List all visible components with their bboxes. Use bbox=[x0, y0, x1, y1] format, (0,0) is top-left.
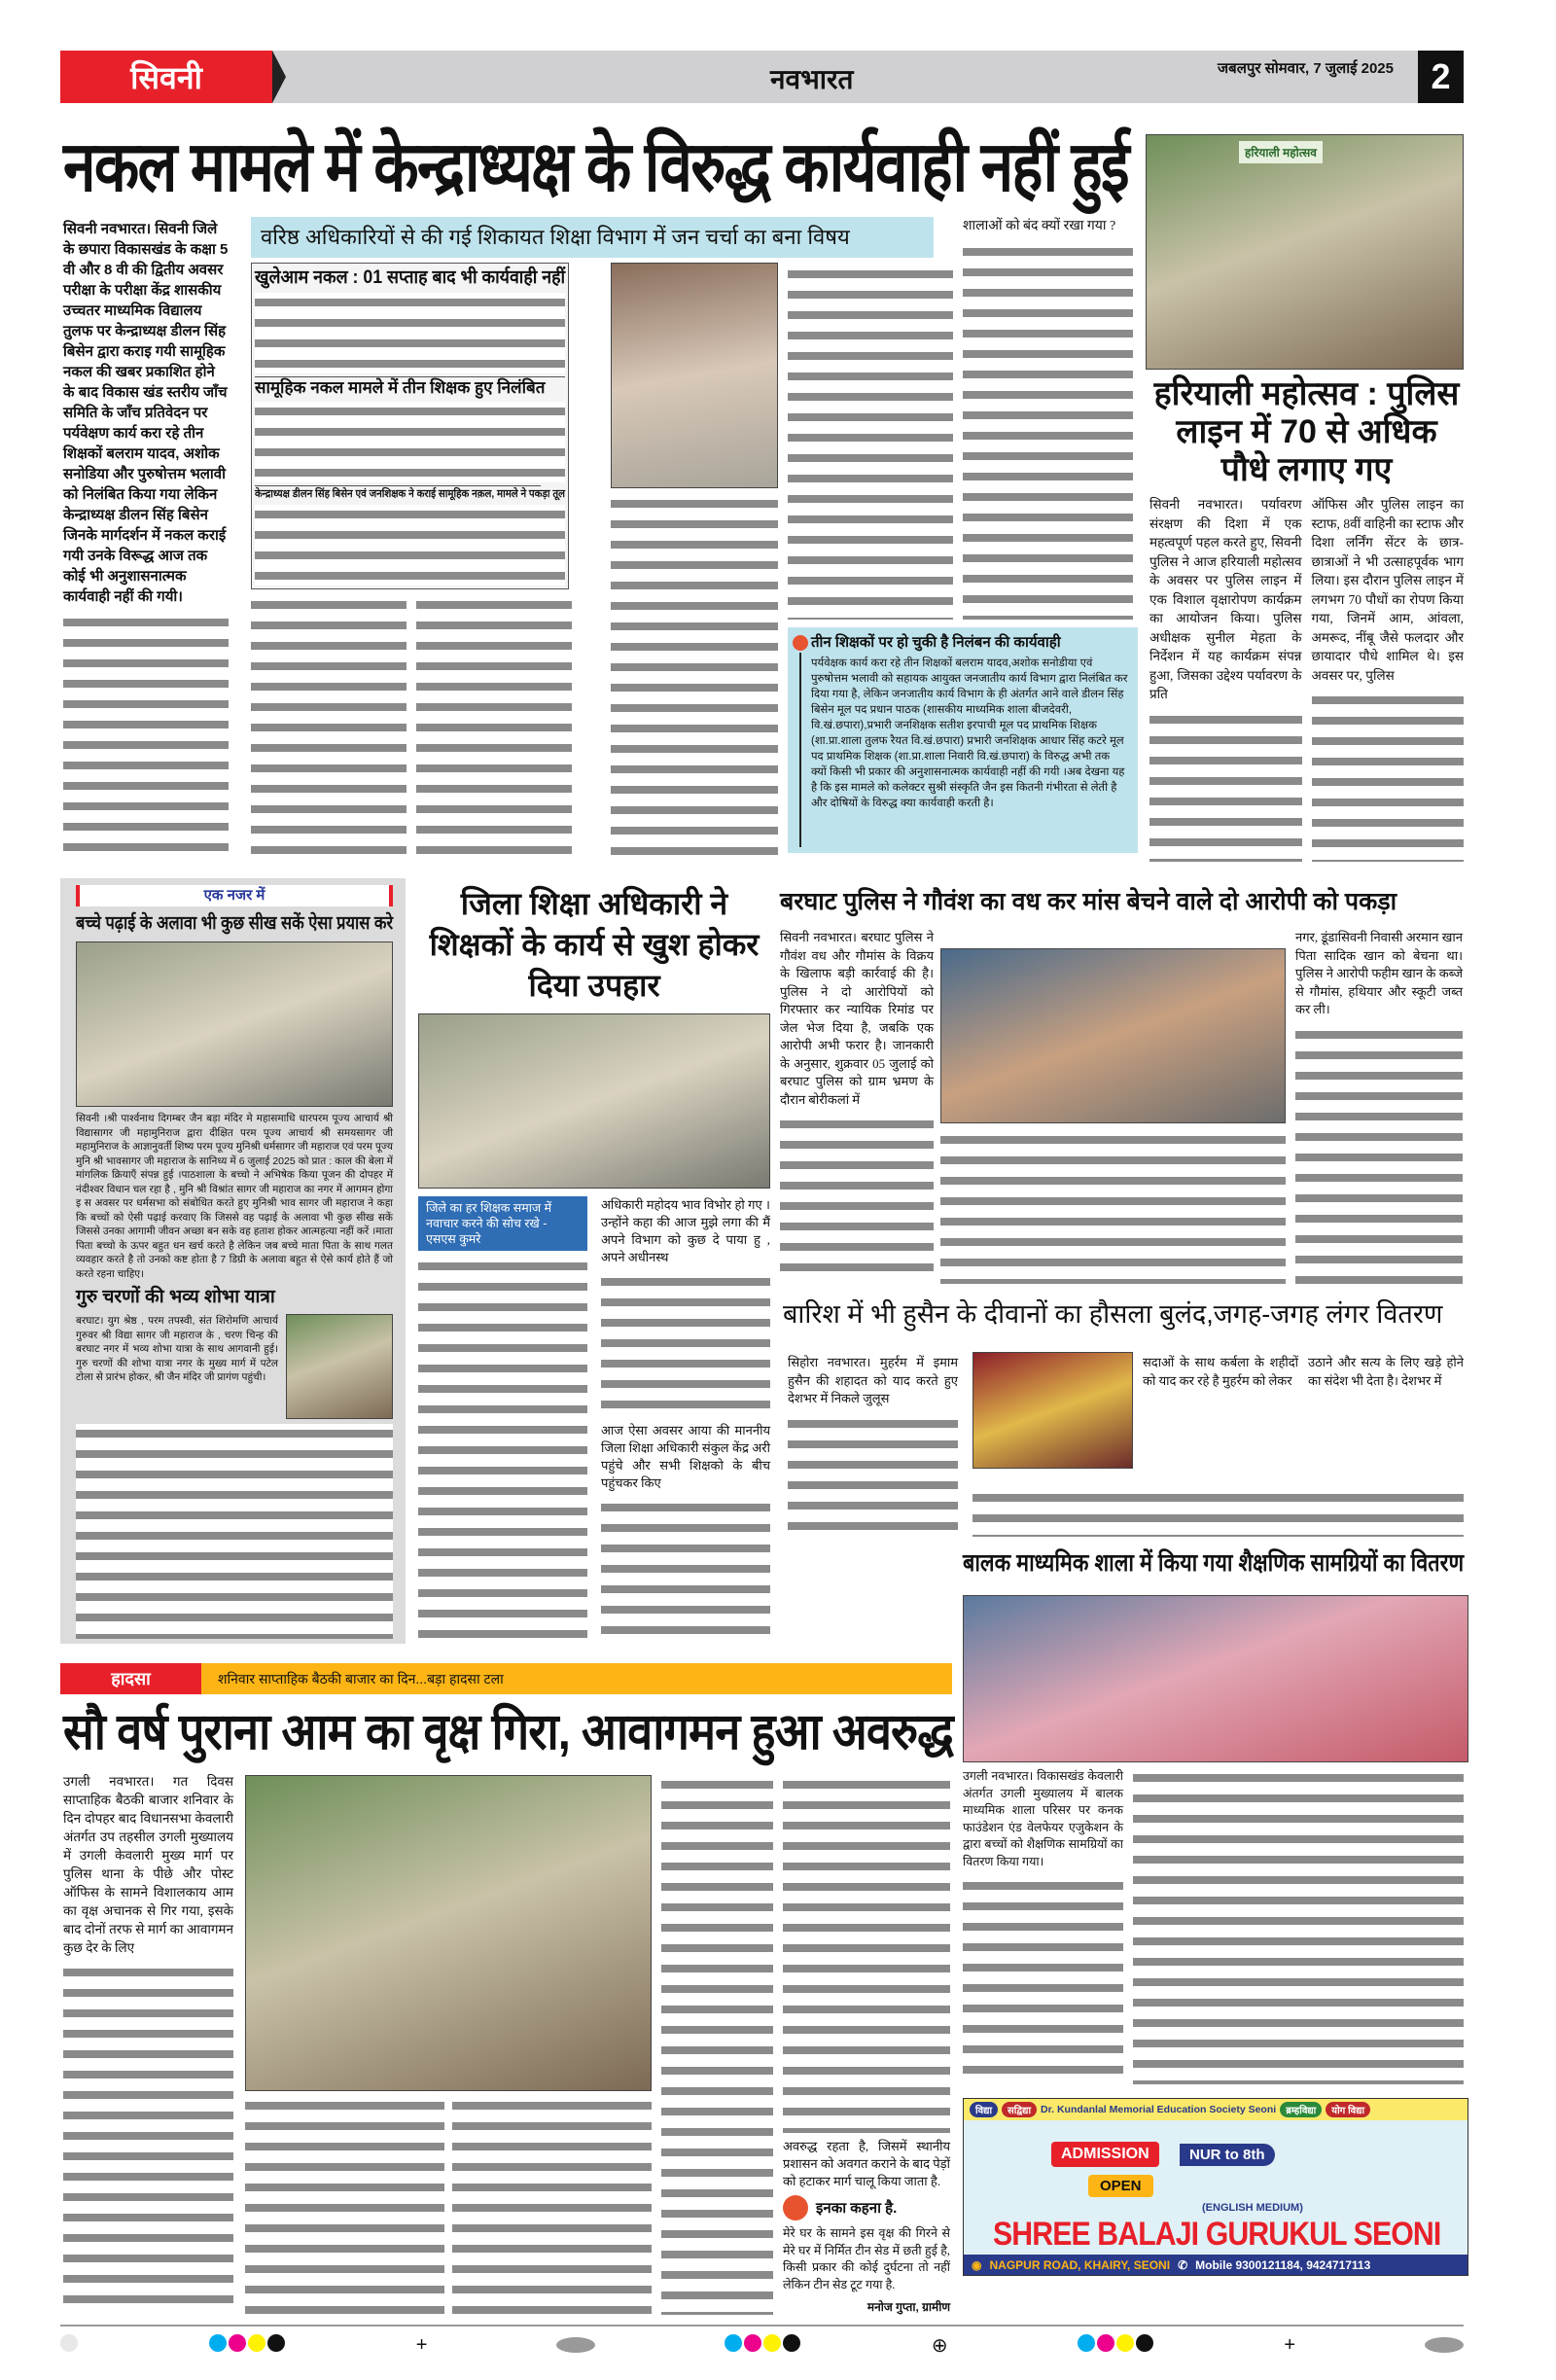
ek-nazar-headline: बच्चे पढ़ाई के अलावा भी कुछ सीख सकें ऐसा प्रयास करे bbox=[76, 913, 394, 934]
deo-body2: आज ऐसा अवसर आया की माननीय जिला शिक्षा अधिकारी संकुल केंद्र अरी पहुंचे और सभी शिक्षको के बीच पहुंचकर किए bbox=[601, 1423, 770, 1490]
hariyali-photo bbox=[1146, 134, 1464, 370]
hadsa-col-4 bbox=[783, 1775, 950, 2315]
husain-body3: उठाने और सत्य के लिए खड़े होने का संदेश भी देता है। देशभर में bbox=[1308, 1355, 1464, 1388]
hadsa-quote-title: इनका कहना है. bbox=[816, 2200, 898, 2217]
barghat-headline: बरघाट पुलिस ने गौवंश का वध कर मांस बेचने वाले दो आरोपी को पकड़ा bbox=[780, 888, 1397, 915]
quote-title: तीन शिक्षकों पर हो चुकी है निलंबन की कार्यवाही bbox=[811, 634, 1061, 651]
hadsa-body-col2 bbox=[245, 2096, 444, 2315]
husain-body2: सदाओं के साथ कर्बला के शहीदों को याद कर रहे है मुहर्रम को लेकर bbox=[1143, 1355, 1298, 1388]
ek-nazar-label: एक नजर में bbox=[76, 885, 393, 906]
ad-school-name: SHREE BALAJI GURUKUL SEONI bbox=[993, 2216, 1441, 2253]
crosshair-icon: + bbox=[1284, 2333, 1296, 2356]
hadsa-body-col3 bbox=[452, 2096, 652, 2315]
hariyali-headline: हरियाली महोत्सव : पुलिस लाइन में 70 से अधिक पौधे लगाए गए bbox=[1153, 375, 1460, 489]
balak-col-1 bbox=[963, 1768, 1123, 2084]
hadsa-headline: सौ वर्ष पुराना आम का वृक्ष गिरा, आवागमन हुआ अवरुद्ध bbox=[63, 1704, 953, 1760]
ad-tag: सद्विद्या bbox=[1002, 2102, 1037, 2117]
hadsa-body-more bbox=[63, 1963, 233, 2315]
dharmasabha-photo bbox=[76, 941, 393, 1107]
quote-text: पर्यवेक्षक कार्य करा रहे तीन शिक्षकों बलराम यादव,अशोक सनोडीया एवं पुरुषोत्तम भलावी को सहायक आयुक्त जनजातीय कार्य विभाग द्वारा निलंबित कर दिया गया है, लेकिन जनजातीय कार्य विभाग के ही अंतर्गत आने वाले डीलन सिंह बिसेन मूल पद प्रधान पाठक (शासकीय माध्यमिक शाला बीजदेवरी, वि.खं.छपारा),प्रभारी जनशिक्षक सतीश इरपाची मूल पद प्राथमिक शिक्षक (शा.प्रा.शाला तुलफ रैयत वि.खं.छपारा) प्रभारी जनशिक्षक आधार सिंह कटरे मूल पद प्राथमिक शिक्षक (शा.प्रा.शाला निवारी वि.खं.छपारा) के विरुद्ध अभी तक क्यों किसी भी प्रकार की अनुशासनात्मक कार्यवाही नहीं की गयी ।अब देखना यह है कि इस मामले को कलेक्टर सुश्री संस्कृति जैन इस कितनी गंभीरता से लेती है और दोषियों के विरुद्ध क्या कार्यवाही करती है। bbox=[811, 657, 1128, 809]
guru-charan-headline: गुरु चरणों की भव्य शोभा यात्रा bbox=[76, 1287, 275, 1307]
hadsa-bar bbox=[60, 1663, 952, 1694]
lead-subhead: वरिष्ठ अधिकारियों से की गई शिकायत शिक्षा विभाग में जन चर्चा का बना विषय bbox=[251, 217, 934, 258]
tazia-photo bbox=[972, 1352, 1133, 1469]
hadsa-body2: अवरुद्ध रहता है, जिसमें स्थानीय प्रशासन को अवगत कराने के बाद पेड़ों को हटाकर मार्ग चालू किया जाता है. bbox=[783, 2139, 950, 2188]
clippings-image bbox=[251, 263, 569, 589]
husain-body-more bbox=[788, 1414, 958, 1538]
deo-body: अधिकारी महोदय भाव विभोर हो गए । उन्होंने कहा की आज मुझे लगा की मैं अपने विभाग को कुछ दे पाया हु , अपने अधीनस्थ bbox=[601, 1197, 770, 1264]
quote-mark-icon bbox=[793, 635, 808, 651]
students-photo bbox=[963, 1595, 1468, 1762]
color-dots bbox=[1078, 2334, 1155, 2357]
shobha-yatra-photo bbox=[286, 1314, 393, 1419]
hadsa-body-col5 bbox=[661, 1775, 773, 2315]
official-photo bbox=[611, 263, 778, 488]
masthead: नवभारत bbox=[770, 64, 854, 94]
clipping-3: केन्द्राध्यक्ष डीलन सिंह बिसेन एवं जनशिक्षक ने कराई सामूहिक नक़ल, मामले ने पकड़ा तूल bbox=[255, 485, 541, 502]
hariyali-body-more bbox=[1149, 710, 1302, 862]
barghat-body-mid bbox=[940, 1130, 1286, 1284]
lead-headline: नकल मामले में केन्द्राध्यक्ष के विरुद्ध कार्यवाही नहीं हुई bbox=[63, 128, 1128, 206]
husain-body-more2 bbox=[972, 1488, 1464, 1537]
lead-body-col5 bbox=[788, 265, 953, 620]
barghat-body-more bbox=[780, 1115, 934, 1284]
footer-rule bbox=[60, 2325, 1464, 2327]
clipping-2: सामूहिक नकल मामले में तीन शिक्षक हुए निलंबित bbox=[255, 376, 565, 399]
lead-col-fragment: शालाओं को बंद क्यों रखा गया ? bbox=[963, 219, 1116, 233]
gray-mark bbox=[556, 2337, 595, 2353]
lead-body-col6 bbox=[963, 242, 1133, 620]
deo-callout: जिले का हर शिक्षक समाज में नवाचार करने की सोच रखे - एसएस कुमरे bbox=[418, 1196, 587, 1251]
registration-marks bbox=[60, 2334, 1464, 2356]
phone-icon: ✆ bbox=[1178, 2258, 1188, 2272]
barghat-accused-photo bbox=[940, 948, 1286, 1123]
gray-mark bbox=[1425, 2337, 1464, 2353]
guru-charan-body: बरघाट। युग श्रेष्ठ , परम तपस्वी, संत शिरोमणि आचार्य गुरुवर श्री विद्या सागर जी महाराज के , चरण चिन्ह की बरघाट नगर में भव्य शोभा यात्रा के साथ आगवानी हुई। गुरु चरणों की शोभा यात्रा नगर के मुख्य मार्ग में पटेल टोला से प्रारंभ होकर, श्री जैन मंदिर जी प्रागंण पहुंची। bbox=[76, 1315, 278, 1383]
husain-headline: बारिश में भी हुसैन के दीवानों का हौसला बुलंद,जगह-जगह लंगर वितरण bbox=[783, 1299, 1443, 1329]
barghat-body: सिवनी नवभारत। बरघाट पुलिस ने गौवंश वध और गौमांस के विक्रय के खिलाफ बड़ी कार्रवाई की है। पुलिस ने दो आरोपियों को गिरफ्तार कर न्यायिक रिमांड पर जेल भेज दिया है, जबकि एक आरोपी अभी फरार है। जानकारी के अनुसार, शुक्रवार 05 जुलाई को बरघाट पुलिस को ग्राम भ्रमण के दौरान बोरीकलां में bbox=[780, 930, 934, 1107]
teachers-photo bbox=[418, 1013, 770, 1189]
ad-tag: योग विद्या bbox=[1326, 2102, 1370, 2117]
ad-society: Dr. Kundanlal Memorial Education Society Seoni bbox=[1041, 2104, 1277, 2115]
lead-body-col4 bbox=[611, 494, 778, 856]
hariyali-body-col1: सिवनी नवभारत। पर्यावरण संरक्षण की दिशा में एक महत्वपूर्ण पहल करते हुए, सिवनी पुलिस ने आज हरियाली महोत्सव के अवसर पर पुलिस लाइन में एक विशाल वृक्षारोपण कार्यक्रम का आयोजन किया। पुलिस अधीक्षक सुनील मेहता के निर्देशन में यह कार्यक्रम संपन्न हुआ, जिसका उद्देश्य पर्यावरण के प्रति bbox=[1149, 497, 1302, 702]
lead-body-col1 bbox=[63, 613, 229, 856]
hadsa-kicker: शनिवार साप्ताहिक बैठकी बाजार का दिन...बड़ा हादसा टला bbox=[218, 1671, 504, 1687]
barghat-body-more2 bbox=[1295, 1025, 1463, 1285]
dateline: जबलपुर सोमवार, 7 जुलाई 2025 bbox=[1218, 60, 1394, 77]
barghat-body2: नगर, डूंडासिवनी निवासी अरमान खान पिता सादिक खान को बेचना था। पुलिस ने आरोपी फहीम खान के कब्जे से गौमांस, हथियार और स्कूटी जब्त कर ली। bbox=[1295, 930, 1463, 1016]
ad-address: NAGPUR ROAD, KHAIRY, SEONI bbox=[989, 2258, 1171, 2272]
deo-headline: जिला शिक्षा अधिकारी ने शिक्षकों के कार्य से खुश होकर दिया उपहार bbox=[429, 886, 760, 1003]
page-header bbox=[60, 51, 1464, 103]
hadsa-body: उगली नवभारत। गत दिवस साप्ताहिक बैठकी बाजार शनिवार के दिन दोपहर बाद विधानसभा केवलारी अंतर्गत उप तहसील उगली मुख्यालय में उगली केवलारी मुख्य मार्ग पर पुलिस थाना के पीछे और पोस्ट ऑफिस के सामने विशालकाय आम का वृक्ष अचानक से गिर गया, इसके बाद दोनों तरफ से मार्ग का आवागमन कुछ देर के लिए bbox=[63, 1774, 233, 1955]
ek-nazar-content bbox=[76, 885, 393, 1639]
hariyali-body-col2: ऑफिस और पुलिस लाइन का स्टाफ, 8वीं वाहिनी का स्टाफ और दिशा लर्निंग सेंटर के छात्र-छात्राओं ने भी उत्साहपूर्वक भाग लिया। इस दौरान पुलिस लाइन में लगभग 70 पौधों का रोपण किया गया, जिनमें आम, आंवला, अमरूद, नींबू जैसे फलदार और छायादार पौधे शामिल थे। इस अवसर पर, पुलिस bbox=[1311, 497, 1464, 683]
clipping-1: खुलेआम नकल : 01 सप्ताह बाद भी कार्यवाही नहीं bbox=[255, 267, 566, 288]
school-ad bbox=[963, 2098, 1468, 2276]
ad-tag: ब्रम्हविद्या bbox=[1280, 2102, 1322, 2117]
quote-mark-icon bbox=[783, 2195, 808, 2220]
ad-tag: विद्या bbox=[970, 2102, 998, 2117]
ad-mobile: Mobile 9300121184, 9424717113 bbox=[1195, 2258, 1371, 2272]
section-arrow bbox=[272, 51, 286, 103]
balak-headline: बालक माध्यमिक शाला में किया गया शैक्षणिक सामग्रियों का वितरण bbox=[963, 1549, 1465, 1577]
hariyali-body-more2 bbox=[1312, 691, 1465, 862]
fallen-tree-photo bbox=[245, 1775, 652, 2091]
ad-classes: NUR to 8th bbox=[1180, 2144, 1275, 2166]
hadsa-col-1 bbox=[63, 1772, 233, 2315]
ad-medium: (ENGLISH MEDIUM) bbox=[1202, 2202, 1303, 2214]
balak-body: उगली नवभारत। विकासखंड केवलारी अंतर्गत उगली मुख्यालय में बालक माध्यमिक शाला परिसर पर कनक फाउंडेशन एंड वेलफेयर एजुकेशन के द्वारा बच्चों को शैक्षणिक सामग्रियों का वितरण किया गया। bbox=[963, 1769, 1123, 1868]
hadsa-tag: हादसा bbox=[60, 1663, 201, 1694]
lead-col-6 bbox=[963, 216, 1133, 620]
balak-body-more bbox=[1133, 1768, 1464, 2084]
hariyali-story bbox=[1149, 375, 1464, 862]
hadsa-quote-author: मनोज गुप्ता, ग्रामीण bbox=[866, 2300, 950, 2314]
husain-body: सिहोरा नवभारत। मुहर्रम में इमाम हुसैन की शहादत को याद करते हुए देशभर में निकले जुलूस bbox=[788, 1355, 958, 1405]
balak-body-more2 bbox=[963, 1876, 1123, 2084]
lead-intro: सिवनी नवभारत। सिवनी जिले के छपारा विकासखंड के कक्षा 5 वी और 8 वी की द्वितीय अवसर परीक्षा के परीक्षा केंद्र शासकीय उच्चतर माध्यमिक विद्यालय तुलफ पर केन्द्राध्यक्ष डीलन सिंह बिसेन द्वारा कराइ गयी सामूहिक नकल की खबर प्रकाशित होने के बाद विकास खंड स्तरीय जाँच समिति के जाँच प्रतिवेदन पर पर्यवेक्षण कार्य करा रहे तीन शिक्षकों बलराम यादव, अशोक सनोडिया और पुरुषोत्तम भलावी को निलंबित किया गया लेकिन केन्द्राध्यक्ष डीलन सिंह बिसेन जिनके मार्गदर्शन में नकल कराई गयी उनके विरूद्ध आज तक कोई भी अनुशासनात्मक कार्यवाही नहीं की गयी। bbox=[63, 221, 229, 605]
hadsa-quote-text: मेरे घर के सामने इस वृक्ष की गिरने से मेरे घर में निर्मित टीन सेड में छती हुई है, किसी प्रकार की कोई दुर्घटना तो नहीं लेकिन टीन सेड टूट गया है. bbox=[783, 2226, 950, 2291]
location-icon: ◉ bbox=[972, 2258, 982, 2272]
deo-body-more bbox=[601, 1272, 770, 1416]
lead-body-col2 bbox=[251, 595, 407, 856]
color-dots bbox=[725, 2334, 802, 2357]
photo-banner: हरियाली महोत्सव bbox=[1239, 141, 1323, 163]
color-dots bbox=[60, 2334, 80, 2357]
deo-story bbox=[418, 883, 770, 1642]
ek-nazar-body: सिवनी ।श्री पार्श्वनाथ दिगम्बर जैन बड़ा मंदिर मे महासमाधि धारपरम पूज्य आचार्य श्री विद्यासागर जी महामुनिराज द्वारा दीक्षित परम पूज्य आचार्य श्री समयसागर जी महामुनिराज के आज्ञानुवर्ती शिष्य परम पूज्य मुनिश्री धर्मसागर जी महाराज एवं परम पूज्य मुनि श्री भावसागर जी महाराज के सानिध्य में 6 जुलाई 2025 को प्रात : काल की बेला में मांगलिक क्रियाएँ संपन्न हुई ।पाठशाला के बच्चो ने अभिषेक किया पूजन की दोपहर में नंदीश्वर विधान चल रहा है , मुनि श्री विश्रांत सागर जी महाराज का नगर में आगमन होगा इ स अवसर पर धर्मसभा को संबोधित करते हुए मुनिश्री भाव सागर जी महाराज ने कहा कि बच्चों को ऐसी पढ़ाई करवाए कि जिससे वह पढ़ाई के अलावा भी कुछ सीख सकें जिससे उनका आगामी जीवन अच्छा बन सके वह हताश होकर आत्महत्या नहीं करें ।माता पिता बच्चो के ऊपर बहुत धन खर्च करते है लेकिन जब बच्चे माता पिता के साथ गलत व्यवहार करते है तो उनको कष्ट होता है 7 डिग्री के अलावा बहुत से ऐसे कार्य होते हैं जो करते रहना चाहिए। bbox=[76, 1113, 393, 1280]
crosshair-icon: ⊕ bbox=[931, 2334, 948, 2357]
barghat-col-3 bbox=[1295, 929, 1463, 1284]
hadsa-body-col4 bbox=[783, 1775, 950, 2133]
lead-body-col3 bbox=[416, 595, 572, 856]
guru-charan-body-more bbox=[76, 1424, 393, 1639]
crosshair-icon: + bbox=[415, 2333, 428, 2356]
deo-body-col1 bbox=[418, 1257, 587, 1642]
ad-open: OPEN bbox=[1088, 2175, 1153, 2197]
color-dots bbox=[209, 2334, 287, 2357]
quote-box bbox=[788, 627, 1138, 853]
page-number: 2 bbox=[1418, 51, 1464, 103]
deo-body-more2 bbox=[601, 1498, 770, 1642]
husain-col-1 bbox=[788, 1354, 958, 1537]
lead-col-1 bbox=[63, 219, 229, 856]
ad-admission: ADMISSION bbox=[1051, 2142, 1159, 2167]
barghat-col-1 bbox=[780, 929, 934, 1284]
section-label: सिवनी bbox=[60, 51, 272, 103]
